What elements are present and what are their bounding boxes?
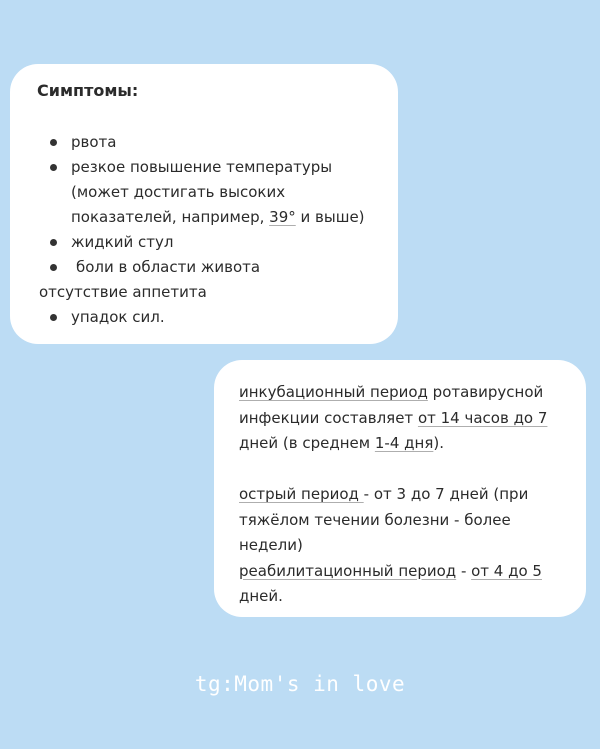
symptoms-title: Симптомы: xyxy=(37,81,139,100)
symptom-fever: резкое повышение температуры xyxy=(71,158,333,176)
text-fragment: и выше) xyxy=(295,208,365,226)
rehab-term: реабилитационный период xyxy=(239,561,457,580)
incubation-line-1 xyxy=(239,380,586,406)
symptom-pain: боли в области живота xyxy=(76,258,261,276)
acute-line-2: тяжёлом течении болезни - более xyxy=(239,510,511,529)
temperature-value: 39° xyxy=(269,208,296,226)
footer-telegram-handle: tg:Mom's in love xyxy=(194,672,406,696)
list-item xyxy=(37,255,398,280)
bullet-icon xyxy=(50,239,57,246)
acute-term: острый период xyxy=(239,485,364,503)
bullet-icon xyxy=(50,164,57,171)
rehab-duration: от 4 до 5 xyxy=(471,561,542,580)
symptoms-card xyxy=(10,64,398,344)
text-fragment: - xyxy=(456,561,472,580)
bullet-icon xyxy=(50,264,57,271)
acute-line-1 xyxy=(239,482,586,508)
incubation-term: инкубационный период xyxy=(239,383,428,401)
symptom-vomit: рвота xyxy=(71,133,117,151)
symptom-fever-cont-1: (может достигать высоких xyxy=(71,183,286,201)
text-fragment: показателей, например, xyxy=(71,208,270,226)
incubation-line-3 xyxy=(239,431,586,457)
list-item xyxy=(37,230,398,255)
text-fragment: ротавирусной xyxy=(427,383,544,401)
periods-card xyxy=(214,360,586,617)
list-item xyxy=(37,155,398,180)
acute-line-3: недели) xyxy=(239,536,303,554)
bullet-icon xyxy=(50,139,57,146)
text-fragment: ). xyxy=(433,434,444,452)
incubation-line-2 xyxy=(239,406,586,432)
text-fragment: - от 3 до 7 дней (при xyxy=(363,485,529,503)
rehab-line-2: дней. xyxy=(239,587,283,605)
rehab-line-1 xyxy=(239,559,586,585)
symptom-stool: жидкий стул xyxy=(71,233,174,251)
list-item xyxy=(37,130,398,155)
incubation-average: 1-4 дня xyxy=(374,434,434,452)
symptom-appetite: отсутствие аппетита xyxy=(39,283,207,301)
spacer xyxy=(239,457,586,483)
text-fragment: дней (в среднем xyxy=(239,434,375,452)
list-item xyxy=(37,305,398,330)
symptom-weakness: упадок сил. xyxy=(71,308,165,326)
text-fragment: инфекции составляет xyxy=(239,408,418,427)
bullet-icon xyxy=(50,314,57,321)
incubation-duration: от 14 часов до 7 xyxy=(417,408,548,427)
symptom-fever-cont-2 xyxy=(37,205,398,230)
